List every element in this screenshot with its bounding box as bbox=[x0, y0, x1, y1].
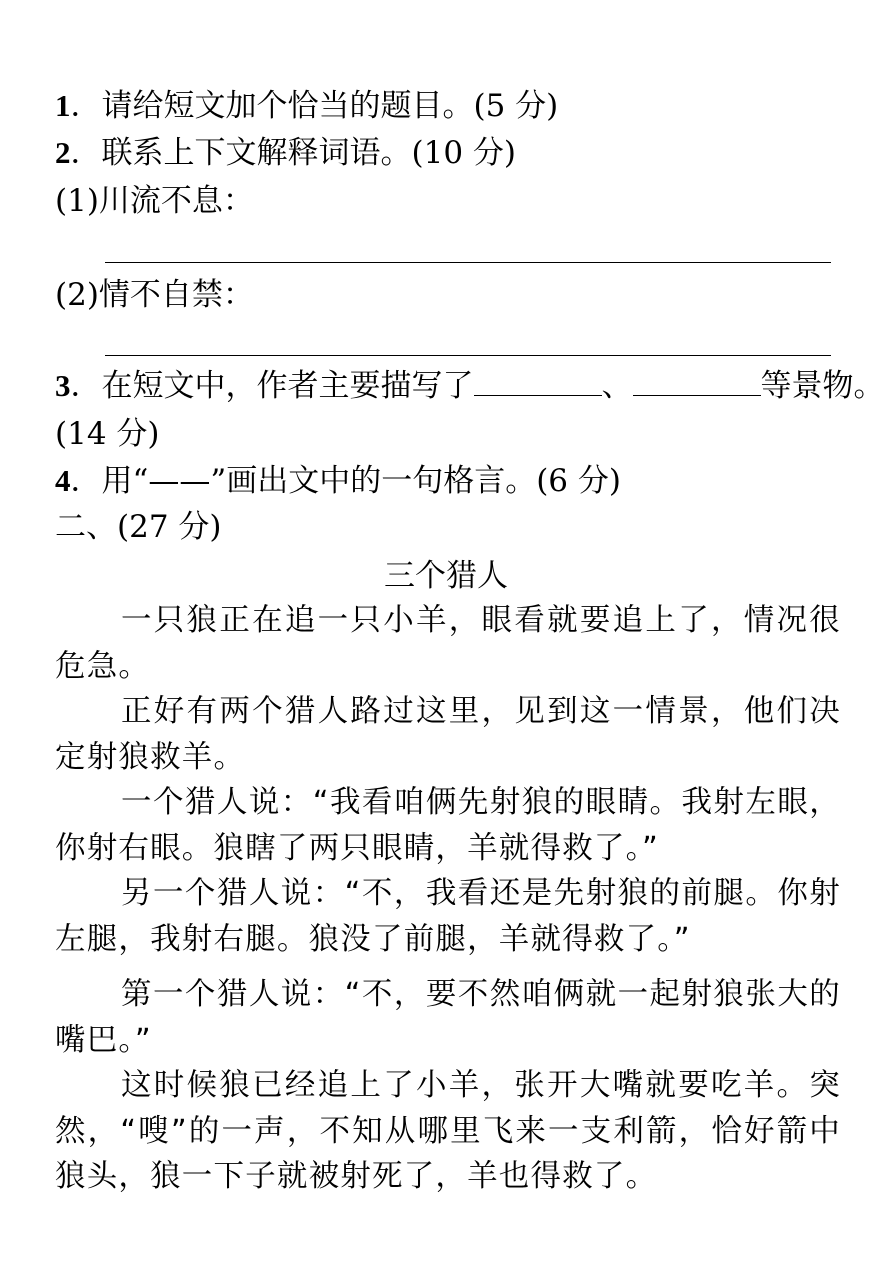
question-3 bbox=[55, 366, 885, 406]
story-paragraph: 正好有两个猎人路过这里，见到这一情景，他们决定射狼救羊。 bbox=[55, 694, 841, 775]
question-text: 等景物。 bbox=[760, 368, 885, 404]
question-text: ．在短文中，作者主要描写了 bbox=[70, 368, 474, 404]
question-4 bbox=[55, 461, 621, 501]
question-3-score: (14 分) bbox=[55, 416, 160, 452]
question-number: 2 bbox=[55, 135, 71, 170]
separator: 、 bbox=[601, 368, 633, 404]
story-paragraph: 一只狼正在追一只小羊，眼看就要追上了，情况很危急。 bbox=[55, 603, 841, 684]
section-heading: 二、(27 分) bbox=[55, 509, 222, 545]
question-text: ．用“——”画出文中的一句格言。(6 分) bbox=[70, 463, 621, 499]
fill-blank[interactable] bbox=[474, 369, 602, 396]
question-2 bbox=[55, 133, 516, 173]
question-number: 3 bbox=[55, 368, 71, 403]
story-paragraph: 另一个猎人说：“不，我看还是先射狼的前腿。你射左腿，我射右腿。狼没了前腿，羊就得救了。” bbox=[55, 876, 841, 957]
question-text: ．请给短文加个恰当的题目。(5 分) bbox=[70, 88, 559, 124]
story-paragraph: 第一个猎人说：“不，要不然咱俩就一起射狼张大的嘴巴。” bbox=[55, 977, 841, 1058]
answer-line[interactable] bbox=[105, 262, 831, 263]
question-2-sub-1: (1)川流不息： bbox=[55, 183, 254, 219]
question-number: 1 bbox=[55, 88, 71, 123]
question-1 bbox=[55, 86, 558, 126]
question-2-sub-2: (2)情不自禁： bbox=[55, 277, 254, 313]
story-paragraph: 这时候狼已经追上了小羊，张开大嘴就要吃羊。突然，“嗖”的一声，不知从哪里飞来一支利箭，恰好箭中狼头，狼一下子就被射死了，羊也得救了。 bbox=[55, 1068, 841, 1194]
question-number: 4 bbox=[55, 463, 71, 498]
answer-line[interactable] bbox=[105, 355, 831, 356]
story-paragraph: 一个猎人说：“我看咱俩先射狼的眼睛。我射左眼，你射右眼。狼瞎了两只眼睛，羊就得救了。” bbox=[55, 785, 841, 866]
question-text: ．联系上下文解释词语。(10 分) bbox=[70, 135, 516, 171]
fill-blank[interactable] bbox=[633, 369, 761, 396]
story-title: 三个猎人 bbox=[384, 558, 508, 594]
